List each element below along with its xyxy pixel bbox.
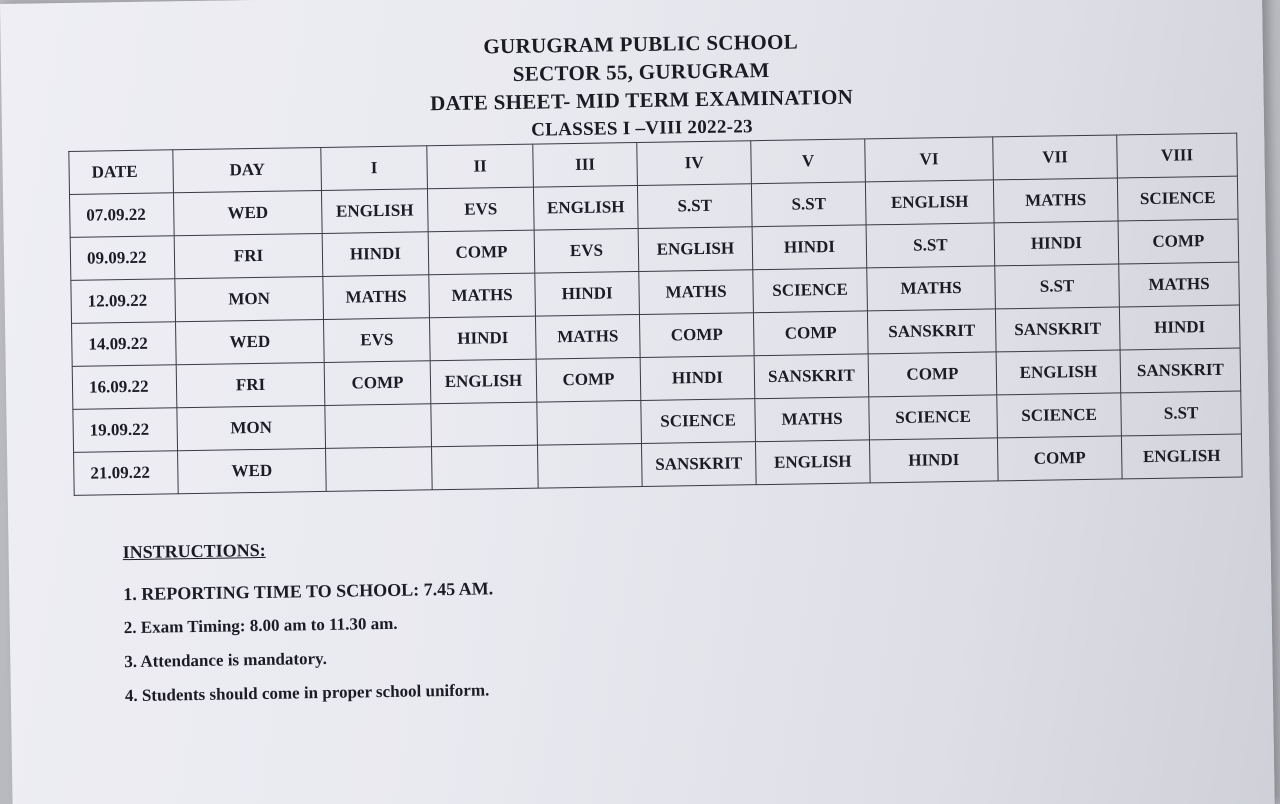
subject-cell: COMP xyxy=(868,352,997,397)
subject-cell: HINDI xyxy=(429,316,536,361)
day-cell: WED xyxy=(176,319,325,364)
subject-cell: SANSKRIT xyxy=(867,309,996,354)
subject-cell: COMP xyxy=(639,313,754,358)
column-header: VIII xyxy=(1117,133,1238,178)
subject-cell xyxy=(537,400,642,445)
subject-cell: MATHS xyxy=(993,178,1118,223)
subject-cell: SCIENCE xyxy=(1117,176,1238,221)
column-header: V xyxy=(751,139,866,184)
subject-cell: COMP xyxy=(997,436,1122,481)
column-header: IV xyxy=(637,141,752,186)
instruction-item: 3. Attendance is mandatory. xyxy=(124,648,328,672)
subject-cell: ENGLISH xyxy=(321,189,428,234)
instructions-title: INSTRUCTIONS: xyxy=(122,539,266,563)
column-header: I xyxy=(321,146,428,191)
date-cell: 14.09.22 xyxy=(72,322,177,367)
subject-cell: SANSKRIT xyxy=(995,307,1120,352)
instruction-item: 4. Students should come in proper school uniform. xyxy=(124,680,490,706)
subject-cell: S.ST xyxy=(751,182,866,227)
subject-cell: S.ST xyxy=(866,223,995,268)
day-cell: MON xyxy=(175,276,324,321)
subject-cell: HINDI xyxy=(752,225,867,270)
subject-cell: SCIENCE xyxy=(641,399,756,444)
subject-cell: MATHS xyxy=(429,273,536,318)
subject-cell: EVS xyxy=(534,229,639,274)
subject-cell: MATHS xyxy=(639,270,754,315)
subject-cell: EVS xyxy=(323,318,430,363)
column-header: DATE xyxy=(69,150,174,195)
subject-cell xyxy=(325,404,432,449)
school-address: SECTOR 55, GURUGRAM xyxy=(512,57,770,86)
date-cell: 07.09.22 xyxy=(69,193,174,238)
day-cell: MON xyxy=(177,405,326,450)
subject-cell: COMP xyxy=(753,311,868,356)
column-header: III xyxy=(533,143,638,188)
subject-cell: ENGLISH xyxy=(430,359,537,404)
subject-cell: EVS xyxy=(427,187,534,232)
day-cell: WED xyxy=(173,190,322,235)
subject-cell: ENGLISH xyxy=(1121,434,1242,479)
instruction-item: 1. REPORTING TIME TO SCHOOL: 7.45 AM. xyxy=(123,578,494,605)
subject-cell: SCIENCE xyxy=(869,395,998,440)
instructions-section xyxy=(122,536,495,713)
date-sheet-table xyxy=(68,133,1242,496)
subject-cell: S.ST xyxy=(995,264,1120,309)
date-cell: 16.09.22 xyxy=(72,365,177,410)
subject-cell xyxy=(537,443,642,488)
subject-cell xyxy=(326,447,433,492)
subject-cell: MATHS xyxy=(1119,262,1240,307)
subject-cell xyxy=(431,402,538,447)
subject-cell: HINDI xyxy=(994,221,1119,266)
column-header: VII xyxy=(993,135,1118,180)
date-cell: 19.09.22 xyxy=(73,408,178,453)
subject-cell: COMP xyxy=(536,357,641,402)
day-cell: WED xyxy=(178,448,327,493)
subject-cell: HINDI xyxy=(322,232,429,277)
column-header: VI xyxy=(865,137,994,182)
subject-cell: ENGLISH xyxy=(533,186,638,231)
subject-cell xyxy=(432,445,539,490)
column-header: DAY xyxy=(173,147,322,192)
subject-cell: S.ST xyxy=(1121,391,1242,436)
day-cell: FRI xyxy=(174,233,323,278)
school-name: GURUGRAM PUBLIC SCHOOL xyxy=(483,29,799,59)
subject-cell: HINDI xyxy=(1119,305,1240,350)
date-cell: 21.09.22 xyxy=(74,451,179,496)
subject-cell: SANSKRIT xyxy=(754,354,869,399)
subject-cell: MATHS xyxy=(535,314,640,359)
subject-cell: SANSKRIT xyxy=(641,442,756,487)
subject-cell: SCIENCE xyxy=(753,268,868,313)
subject-cell: COMP xyxy=(428,230,535,275)
subject-cell: ENGLISH xyxy=(755,440,870,485)
document-title: DATE SHEET- MID TERM EXAMINATION xyxy=(429,84,854,116)
subject-cell: COMP xyxy=(1118,219,1239,264)
subject-cell: SANSKRIT xyxy=(1120,348,1241,393)
classes-session: CLASSES I –VIII 2022-23 xyxy=(530,116,754,141)
subject-cell: S.ST xyxy=(637,184,752,229)
subject-cell: ENGLISH xyxy=(996,350,1121,395)
subject-cell: SCIENCE xyxy=(997,393,1122,438)
day-cell: FRI xyxy=(176,362,325,407)
subject-cell: MATHS xyxy=(867,266,996,311)
column-header: II xyxy=(427,144,534,189)
subject-cell: HINDI xyxy=(640,356,755,401)
subject-cell: MATHS xyxy=(323,275,430,320)
subject-cell: HINDI xyxy=(535,271,640,316)
subject-cell: ENGLISH xyxy=(638,227,753,272)
subject-cell: HINDI xyxy=(869,438,998,483)
subject-cell: MATHS xyxy=(755,397,870,442)
instruction-item: 2. Exam Timing: 8.00 am to 11.30 am. xyxy=(123,613,398,638)
date-cell: 09.09.22 xyxy=(70,236,175,281)
date-cell: 12.09.22 xyxy=(71,279,176,324)
subject-cell: COMP xyxy=(324,361,431,406)
subject-cell: ENGLISH xyxy=(865,180,994,225)
document-header xyxy=(421,26,863,147)
